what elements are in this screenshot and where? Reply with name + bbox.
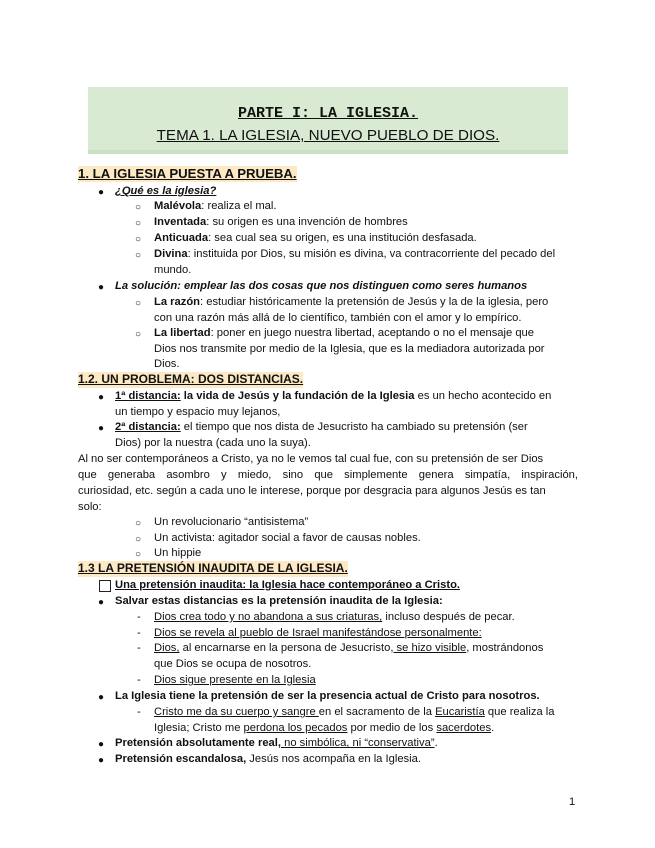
- dash-item: Dios se revela al pueblo de Israel manifestándose personalmente:: [154, 627, 482, 639]
- dash-bullet-icon: -: [137, 627, 141, 639]
- list-item: Un revolucionario “antisistema”: [154, 516, 309, 528]
- escandalosa-line: Pretensión escandalosa, Jesús nos acompaña en la Iglesia.: [115, 753, 421, 765]
- bullet-icon: ●: [98, 597, 105, 608]
- question-what-is-church: ¿Qué es la iglesia?: [115, 185, 217, 197]
- dash-item-continuation: Iglesia; Cristo me perdona los pecados por medio de los sacerdotes.: [154, 722, 495, 734]
- dash-item: Dios crea todo y no abandona a sus criaturas, incluso después de pecar.: [154, 611, 515, 623]
- paragraph-line: que generaba asombro y miedo, sino que simplemente genera simpatía, inspiración,: [78, 469, 578, 481]
- bullet-icon: ●: [98, 187, 105, 198]
- circle-bullet-icon: ○: [135, 250, 142, 261]
- presencia-line: La Iglesia tiene la pretensión de ser la presencia actual de Cristo para nosotros.: [115, 690, 540, 702]
- section-1-3-heading: 1.3 LA PRETENSIÓN INAUDITA DE LA IGLESIA.: [78, 561, 348, 575]
- dash-item-continuation: que Dios se ocupa de nosotros.: [154, 658, 312, 670]
- circle-bullet-icon: ○: [135, 234, 142, 245]
- salvar-line: Salvar estas distancias es la pretensión inaudita de la Iglesia:: [115, 595, 443, 607]
- list-item-continuation: Dios.: [154, 358, 180, 370]
- dash-item: Dios, al encarnarse en la persona de Jesucristo, se hizo visible, mostrándonos: [154, 642, 544, 654]
- dash-bullet-icon: -: [137, 674, 141, 686]
- real-line: Pretensión absolutamente real, no simbólica, ni “conservativa”.: [115, 737, 438, 749]
- bullet-icon: ●: [98, 392, 105, 403]
- list-item: Inventada: su origen es una invención de hombres: [154, 216, 408, 228]
- list-item: Malévola: realiza el mal.: [154, 200, 277, 212]
- bullet-icon: ●: [98, 282, 105, 293]
- section-1-heading: 1. LA IGLESIA PUESTA A PRUEBA.: [78, 166, 297, 181]
- paragraph-line: solo:: [78, 501, 102, 513]
- list-item: La libertad: poner en juego nuestra libertad, aceptando o no el mensaje que: [154, 327, 535, 339]
- dash-bullet-icon: -: [137, 706, 141, 718]
- list-item: La razón: estudiar históricamente la pretensión de Jesús y la de la iglesia, pero: [154, 296, 549, 308]
- tema-title: TEMA 1. LA IGLESIA, NUEVO PUEBLO DE DIOS.: [156, 127, 500, 144]
- dash-bullet-icon: -: [137, 642, 141, 654]
- list-item: Un activista: agitador social a favor de causas nobles.: [154, 532, 421, 544]
- checkbox-item: Una pretensión inaudita: la Iglesia hace contemporáneo a Cristo.: [115, 579, 461, 591]
- list-item: Anticuada: sea cual sea su origen, es una institución desfasada.: [154, 232, 477, 244]
- bullet-icon: ●: [98, 692, 105, 703]
- list-item: Divina: instituida por Dios, su misión es divina, va contracorriente del pecado del: [154, 248, 556, 260]
- bullet-icon: ●: [98, 755, 105, 766]
- part-title: PARTE I: LA IGLESIA.: [237, 105, 419, 122]
- circle-bullet-icon: ○: [135, 518, 142, 529]
- checkbox-icon[interactable]: [99, 580, 111, 592]
- list-item-continuation: Dios nos transmite por medio de la Iglesia, que es la mediadora autorizada por: [154, 343, 545, 355]
- bullet-icon: ●: [98, 739, 105, 750]
- circle-bullet-icon: ○: [135, 549, 142, 560]
- list-item: Un hippie: [154, 547, 202, 559]
- page-number: 1: [569, 796, 576, 808]
- dash-item: Dios sigue presente en la Iglesia: [154, 674, 316, 686]
- section-1-2-heading: 1.2. UN PROBLEMA: DOS DISTANCIAS.: [78, 372, 304, 386]
- solution-line: La solución: emplear las dos cosas que nos distinguen como seres humanos: [115, 280, 528, 292]
- circle-bullet-icon: ○: [135, 202, 142, 213]
- bullet-icon: ●: [98, 423, 105, 434]
- dash-bullet-icon: -: [137, 611, 141, 623]
- dash-item: Cristo me da su cuerpo y sangre en el sacramento de la Eucaristía que realiza la: [154, 706, 555, 718]
- circle-bullet-icon: ○: [135, 329, 142, 340]
- circle-bullet-icon: ○: [135, 534, 142, 545]
- list-item-continuation: mundo.: [154, 264, 192, 276]
- circle-bullet-icon: ○: [135, 298, 142, 309]
- paragraph-line: curiosidad, etc. según a cada uno le interese, porque por desgracia para algunos Jesús es tan: [78, 485, 546, 497]
- distance-2: 2ª distancia: el tiempo que nos dista de Jesucristo ha cambiado su pretensión (ser: [115, 421, 528, 433]
- distance-2-continuation: Dios) por la nuestra (cada uno la suya).: [115, 437, 311, 449]
- circle-bullet-icon: ○: [135, 218, 142, 229]
- distance-1: 1ª distancia: la vida de Jesús y la fundación de la Iglesia es un hecho acontecido en: [115, 390, 552, 402]
- list-item-continuation: con una razón más allá de lo científico, también con el amor y lo empírico.: [154, 312, 522, 324]
- distance-1-continuation: un tiempo y espacio muy lejanos,: [115, 406, 281, 418]
- title-banner-underline: [88, 150, 568, 154]
- paragraph-line: Al no ser contemporáneos a Cristo, ya no le vemos tal cual fue, con su pretensión de ser Dios: [78, 453, 544, 465]
